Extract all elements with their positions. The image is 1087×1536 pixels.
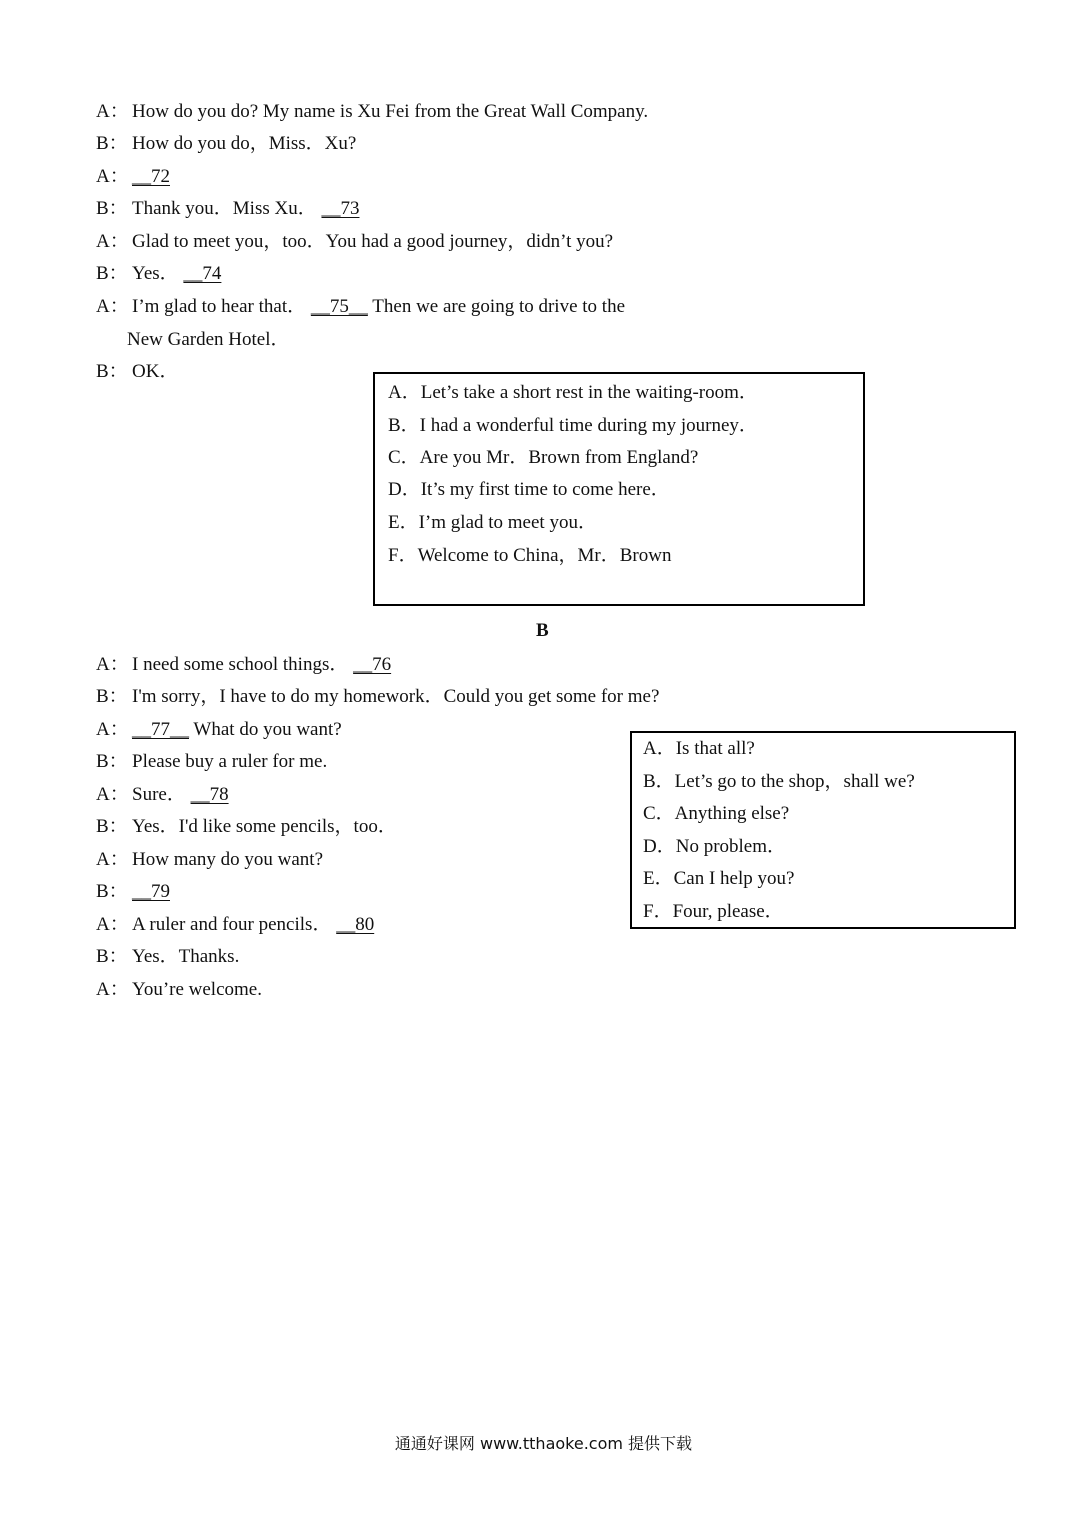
answer-blank-77[interactable]: __77__ xyxy=(132,719,189,740)
option-a: A．Let’s take a short rest in the waiting-room． xyxy=(388,382,758,403)
speaker-label: B： xyxy=(96,263,128,284)
page-footer: 通通好课网 www.tthaoke.com 提供下载 xyxy=(394,1434,693,1453)
answer-blank-79[interactable]: __79 xyxy=(132,881,170,902)
speaker-label: A： xyxy=(96,914,129,935)
line-text: Glad to meet you，too．You had a good journey，didn’t you? xyxy=(132,231,614,252)
answer-blank-72[interactable]: __72 xyxy=(132,166,170,187)
line-text: New Garden Hotel． xyxy=(127,329,290,350)
option-d: D．It’s my first time to come here． xyxy=(388,479,670,500)
line-text: How do you do? My name is Xu Fei from the Great Wall Company. xyxy=(132,101,649,122)
speaker-label: A： xyxy=(96,101,129,122)
line-text: I'm sorry，I have to do my homework．Could you get some for me? xyxy=(132,686,660,707)
dialogue-line xyxy=(96,880,170,904)
line-text: What do you want? xyxy=(193,719,342,740)
line-text: Yes．Thanks. xyxy=(132,946,240,967)
answer-blank-73[interactable]: __73 xyxy=(321,198,360,219)
line-text: Thank you．Miss Xu． xyxy=(132,198,317,219)
line-text: Then we are going to drive to the xyxy=(372,296,626,317)
option-b: B．Let’s go to the shop，shall we? xyxy=(643,771,915,792)
option-d: D．No problem． xyxy=(643,836,787,857)
option-c: C．Are you Mr．Brown from England? xyxy=(388,447,699,468)
option-c: C．Anything else? xyxy=(643,803,790,824)
speaker-label: A： xyxy=(96,296,129,317)
line-text: Please buy a ruler for me. xyxy=(132,751,328,772)
dialogue-line xyxy=(96,945,239,969)
dialogue-line xyxy=(96,653,391,677)
speaker-label: B： xyxy=(96,751,128,772)
dialogue-line xyxy=(96,718,342,742)
line-text: Yes．I'd like some pencils，too． xyxy=(132,816,397,837)
option-e: E．I’m glad to meet you． xyxy=(388,512,597,533)
dialogue-line xyxy=(96,262,221,286)
option-a: A．Is that all? xyxy=(643,738,755,759)
answer-blank-75[interactable]: __75__ xyxy=(310,296,368,317)
dialogue-line xyxy=(96,913,374,937)
answer-blank-78[interactable]: __78 xyxy=(190,784,229,805)
speaker-label: B： xyxy=(96,686,128,707)
section-title-b: B xyxy=(536,620,549,641)
dialogue-line xyxy=(96,815,397,839)
option-b: B．I had a wonderful time during my journey． xyxy=(388,415,758,436)
line-text: Sure． xyxy=(132,784,186,805)
speaker-label: B： xyxy=(96,361,128,382)
speaker-label: A： xyxy=(96,979,129,1000)
dialogue-line xyxy=(96,165,170,189)
dialogue-line xyxy=(96,978,262,1002)
speaker-label: B： xyxy=(96,946,128,967)
dialogue-line xyxy=(96,685,659,709)
dialogue-line xyxy=(96,295,625,319)
dialogue-line xyxy=(96,132,356,156)
speaker-label: B： xyxy=(96,881,128,902)
line-text: How do you do，Miss．Xu? xyxy=(132,133,357,154)
answer-blank-74[interactable]: __74 xyxy=(183,263,222,284)
option-f: F．Welcome to China，Mr．Brown xyxy=(388,545,672,566)
speaker-label: A： xyxy=(96,849,129,870)
line-text: I need some school things． xyxy=(132,654,349,675)
speaker-label: A： xyxy=(96,784,129,805)
speaker-label: B： xyxy=(96,133,128,154)
line-text: OK． xyxy=(132,361,179,382)
speaker-label: A： xyxy=(96,231,129,252)
dialogue-line xyxy=(96,783,229,807)
dialogue-line xyxy=(96,360,178,384)
dialogue-line xyxy=(96,848,323,872)
dialogue-line xyxy=(127,328,290,352)
answer-blank-80[interactable]: __80 xyxy=(336,914,375,935)
option-f: F．Four, please． xyxy=(643,901,784,922)
line-text: How many do you want? xyxy=(132,849,324,870)
dialogue-line xyxy=(96,750,327,774)
answer-blank-76[interactable]: __76 xyxy=(353,654,392,675)
speaker-label: B： xyxy=(96,198,128,219)
option-e: E．Can I help you? xyxy=(643,868,795,889)
dialogue-line xyxy=(96,230,613,254)
dialogue-line xyxy=(96,100,648,124)
dialogue-line xyxy=(96,197,359,221)
line-text: You’re welcome. xyxy=(132,979,262,1000)
speaker-label: A： xyxy=(96,719,129,740)
line-text: A ruler and four pencils． xyxy=(132,914,332,935)
speaker-label: A： xyxy=(96,654,129,675)
line-text: I’m glad to hear that． xyxy=(132,296,307,317)
line-text: Yes． xyxy=(132,263,179,284)
speaker-label: B： xyxy=(96,816,128,837)
speaker-label: A： xyxy=(96,166,129,187)
